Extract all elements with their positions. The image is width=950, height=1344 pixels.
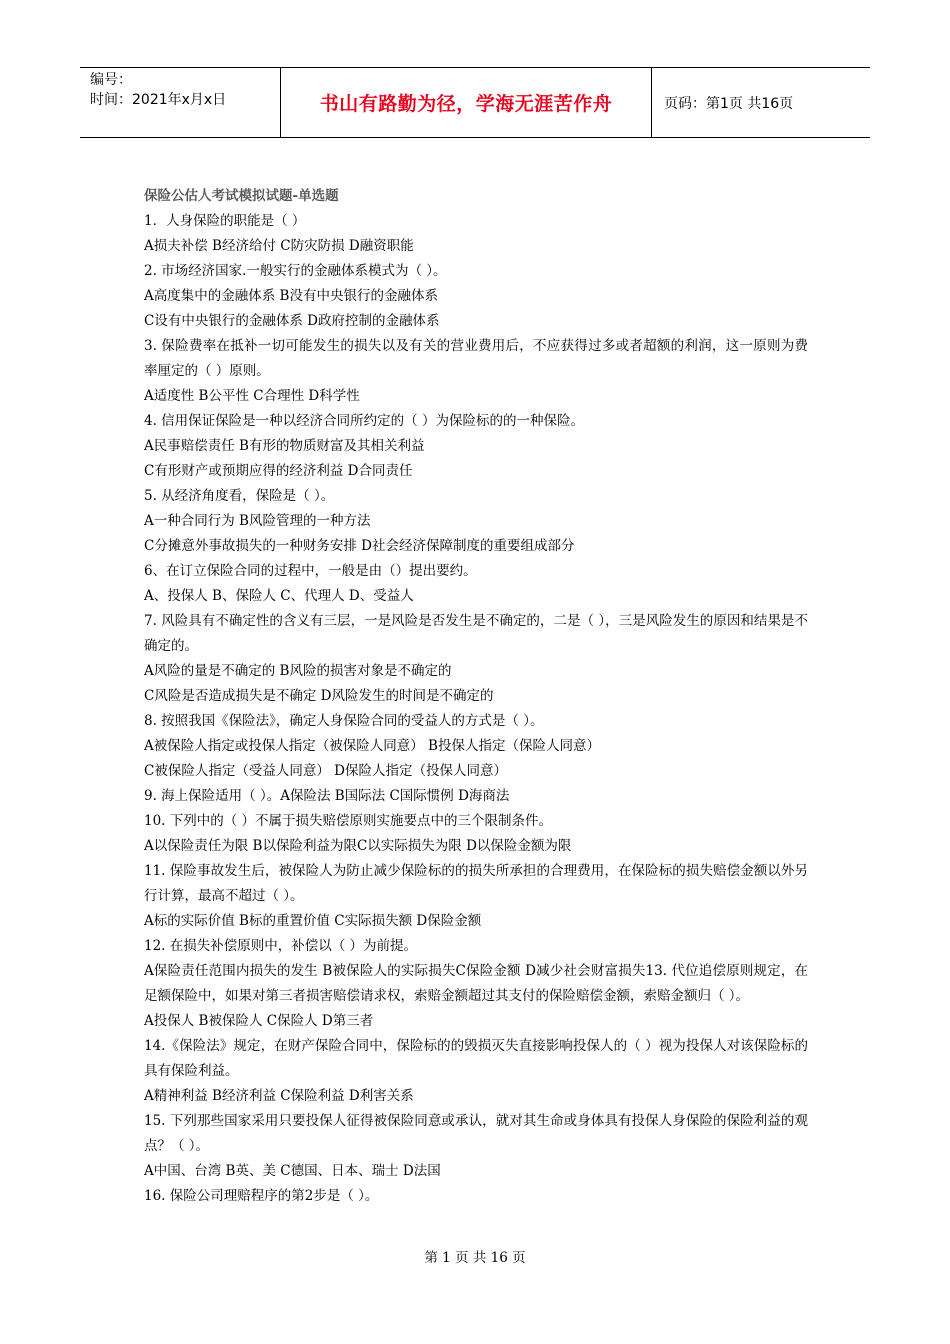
text-line: A风险的量是不确定的 B风险的损害对象是不确定的 bbox=[144, 663, 452, 679]
text-line: 6、在订立保险合同的过程中，一般是由（）提出要约。 bbox=[144, 563, 477, 579]
text-line: C风险是否造成损失是不确定 D风险发生的时间是不确定的 bbox=[144, 688, 494, 704]
text-line: 2. 市场经济国家.一般实行的金融体系模式为（ ）。 bbox=[144, 263, 447, 279]
date-label: 时间：2021年x月x日 bbox=[90, 92, 227, 108]
text-line: A民事赔偿责任 B有形的物质财富及其相关利益 bbox=[144, 438, 425, 454]
text-line: 1．人身保险的职能是（ ） bbox=[144, 213, 306, 229]
text-line: 5. 从经济角度看，保险是（ ）。 bbox=[144, 488, 335, 504]
text-line: A、投保人 B、保险人 C、代理人 D、受益人 bbox=[144, 588, 414, 604]
text-line: A标的实际价值 B标的重置价值 C实际损失额 D保险金额 bbox=[144, 913, 482, 929]
text-line: 16. 保险公司理赔程序的第2步是（ ）。 bbox=[144, 1188, 379, 1204]
text-line: 12. 在损失补偿原则中，补偿以（ ）为前提。 bbox=[144, 938, 418, 954]
text-line: A投保人 B被保险人 C保险人 D第三者 bbox=[144, 1013, 374, 1029]
text-line: A一种合同行为 B风险管理的一种方法 bbox=[144, 513, 371, 529]
header-motto: 书山有路勤为径，学海无涯苦作舟 bbox=[281, 68, 652, 137]
header-meta bbox=[80, 68, 281, 137]
text-line: 3. 保险费率在抵补一切可能发生的损失以及有关的营业费用后，不应获得过多或者超额的利润，这一原则为费率厘定的（ ）原则。 bbox=[144, 338, 808, 379]
header-page-info: 页码：第1页 共16页 bbox=[664, 95, 794, 112]
text-line: A中国、台湾 B英、美 C德国、日本、瑞士 D法国 bbox=[144, 1163, 441, 1179]
text-line: A适度性 B公平性 C合理性 D科学性 bbox=[144, 388, 360, 404]
text-line: A被保险人指定或投保人指定（被保险人同意） B投保人指定（保险人同意） bbox=[144, 738, 600, 754]
text-line: 9. 海上保险适用（ ）。A保险法 B国际法 C国际惯例 D海商法 bbox=[144, 788, 510, 804]
text-line: A保险责任范围内损失的发生 B被保险人的实际损失C保险金额 D减少社会财富损失13. 代位追偿原则规定，在足额保险中，如果对第三者损害赔偿请求权，索赔金额超过其支付的保险赔偿金额，索赔金额归（ ）。 bbox=[144, 963, 808, 1004]
text-line: A精神利益 B经济利益 C保险利益 D利害关系 bbox=[144, 1088, 414, 1104]
text-line: C设有中央银行的金融体系 D政府控制的金融体系 bbox=[144, 313, 440, 329]
text-line: C有形财产或预期应得的经济利益 D合同责任 bbox=[144, 463, 413, 479]
text-line: 7. 风险具有不确定性的含义有三层，一是风险是否发生是不确定的，二是（ ），三是风险发生的原因和结果是不确定的。 bbox=[144, 613, 808, 654]
question-list bbox=[144, 209, 808, 1209]
text-line: A损夫补偿 B经济给付 C防灾防损 D融资职能 bbox=[144, 238, 414, 254]
page-header bbox=[80, 67, 870, 138]
text-line: 11. 保险事故发生后，被保险人为防止减少保险标的的损失所承担的合理费用，在保险标的损失赔偿金额以外另行计算，最高不超过（ ）。 bbox=[144, 863, 808, 904]
number-label: 编号： bbox=[90, 72, 132, 88]
text-line: C被保险人指定（受益人同意） D保险人指定（投保人同意） bbox=[144, 763, 507, 779]
text-line: A以保险责任为限 B以保险利益为限C以实际损失为限 D以保险金额为限 bbox=[144, 838, 572, 854]
page-footer: 第 1 页 共 16 页 bbox=[424, 1250, 526, 1266]
text-line: 15. 下列那些国家采用只要投保人征得被保险同意或承认，就对其生命或身体具有投保人身保险的保险利益的观点？（ ）。 bbox=[144, 1113, 808, 1154]
text-line: 8. 按照我国《保险法》，确定人身保险合同的受益人的方式是（ ）。 bbox=[144, 713, 544, 729]
text-line: 4. 信用保证保险是一种以经济合同所约定的（ ）为保险标的的一种保险。 bbox=[144, 413, 584, 429]
document-title: 保险公估人考试模拟试题-单选题 bbox=[144, 188, 339, 204]
text-line: 10. 下列中的（ ）不属于损失赔偿原则实施要点中的三个限制条件。 bbox=[144, 813, 553, 829]
text-line: A高度集中的金融体系 B没有中央银行的金融体系 bbox=[144, 288, 438, 304]
document-body bbox=[144, 184, 808, 1209]
text-line: C分摊意外事故损失的一种财务安排 D社会经济保障制度的重要组成部分 bbox=[144, 538, 575, 554]
text-line: 14.《保险法》规定，在财产保险合同中，保险标的的毁损灭失直接影响投保人的（ ）视为投保人对该保险标的具有保险利益。 bbox=[144, 1038, 808, 1079]
